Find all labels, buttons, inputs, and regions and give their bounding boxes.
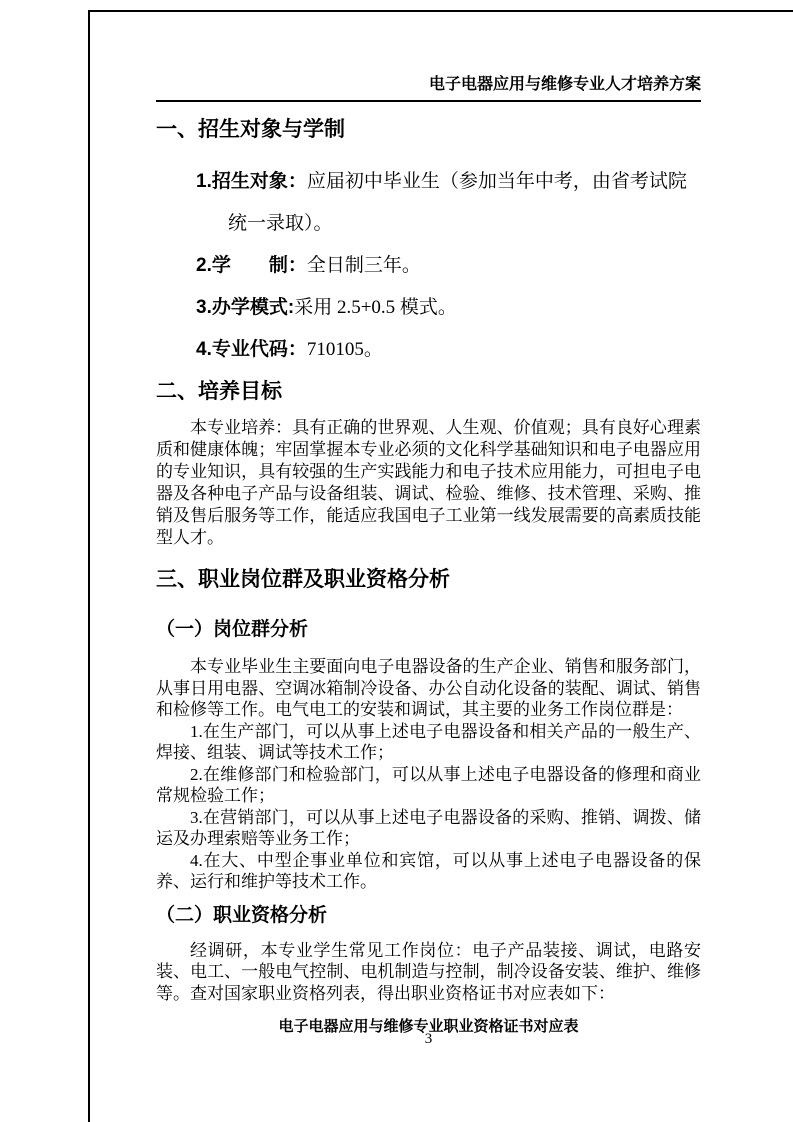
item-label: 1.招生对象： bbox=[196, 171, 307, 192]
list-item-major-code bbox=[156, 329, 701, 371]
list-item-enrollment-target bbox=[156, 161, 701, 245]
page-scan-border-left bbox=[88, 10, 90, 1122]
list-item-schooling-length bbox=[156, 245, 701, 287]
job-position-item-enterprise: 4.在大、中型企事业单位和宾馆，可以从事上述电子电器设备的保养、运行和维护等技术工作。 bbox=[156, 850, 701, 891]
subsection-2-title: （二）职业资格分析 bbox=[156, 904, 328, 926]
page-content bbox=[156, 75, 701, 1037]
training-objective-paragraph: 本专业培养：具有正确的世界观、人生观、价值观；具有良好心理素质和健康体魄；牢固掌握本专业必须的文化科学基础知识和电子电器应用的专业知识，具有较强的生产实践能力和电子技术应用能力，可担电子电器及各种电子产品与设备组装、调试、检验、维修、技术管理、采购、推销及售后服务等工作，能适应我国电子工业第一线发展需要的高素质技能型人才。 bbox=[156, 418, 701, 547]
page-number: 3 bbox=[424, 1031, 433, 1047]
item-label: 3.办学模式: bbox=[196, 297, 295, 318]
list-item-schooling-mode bbox=[156, 287, 701, 329]
item-text: 全日制三年。 bbox=[306, 255, 421, 276]
job-positions-block bbox=[156, 656, 701, 893]
running-header bbox=[156, 75, 701, 102]
section-2-title: 二、培养目标 bbox=[156, 380, 282, 403]
item-text: 应届初中毕业生（参加当年中考，由省考试院统一录取）。 bbox=[228, 171, 687, 234]
page-scan-border-top bbox=[88, 10, 793, 12]
job-positions-intro: 本专业毕业生主要面向电子电器设备的生产企业、销售和服务部门，从事日用电器、空调冰箱制冷设备、办公自动化设备的装配、调试、销售和检修等工作。电气电工的安装和调试，其主要的业务工作岗位群是： bbox=[156, 657, 701, 719]
item-text: 采用 2.5+0.5 模式。 bbox=[294, 297, 457, 318]
item-text: 710105。 bbox=[306, 339, 383, 360]
running-header-text: 电子电器应用与维修专业人才培养方案 bbox=[428, 76, 701, 93]
enrollment-list bbox=[156, 161, 701, 371]
item-label: 2.学 制： bbox=[196, 255, 307, 276]
item-label: 4.专业代码： bbox=[196, 339, 307, 360]
qualification-analysis-paragraph: 经调研，本专业学生常见工作岗位：电子产品装接、调试，电路安装、电工、一般电气控制、电机制造与控制，制冷设备安装、维护、维修等。查对国家职业资格列表，得出职业资格证书对应表如下： bbox=[156, 940, 701, 1003]
subsection-1-title: （一）岗位群分析 bbox=[156, 619, 309, 640]
section-3-title: 三、职业岗位群及职业资格分析 bbox=[156, 568, 450, 591]
job-position-item-maintenance: 2.在维修部门和检验部门，可以从事上述电子电器设备的修理和商业常规检验工作； bbox=[156, 764, 701, 805]
job-position-item-marketing: 3.在营销部门，可以从事上述电子电器设备的采购、推销、调拨、储运及办理索赔等业务工作； bbox=[156, 807, 701, 848]
section-1-title: 一、招生对象与学制 bbox=[156, 118, 345, 141]
job-position-item-production: 1.在生产部门，可以从事上述电子电器设备和相关产品的一般生产、焊接、组装、调试等技术工作； bbox=[156, 721, 701, 762]
qualification-table-caption: 电子电器应用与维修专业职业资格证书对应表 bbox=[278, 1018, 579, 1035]
